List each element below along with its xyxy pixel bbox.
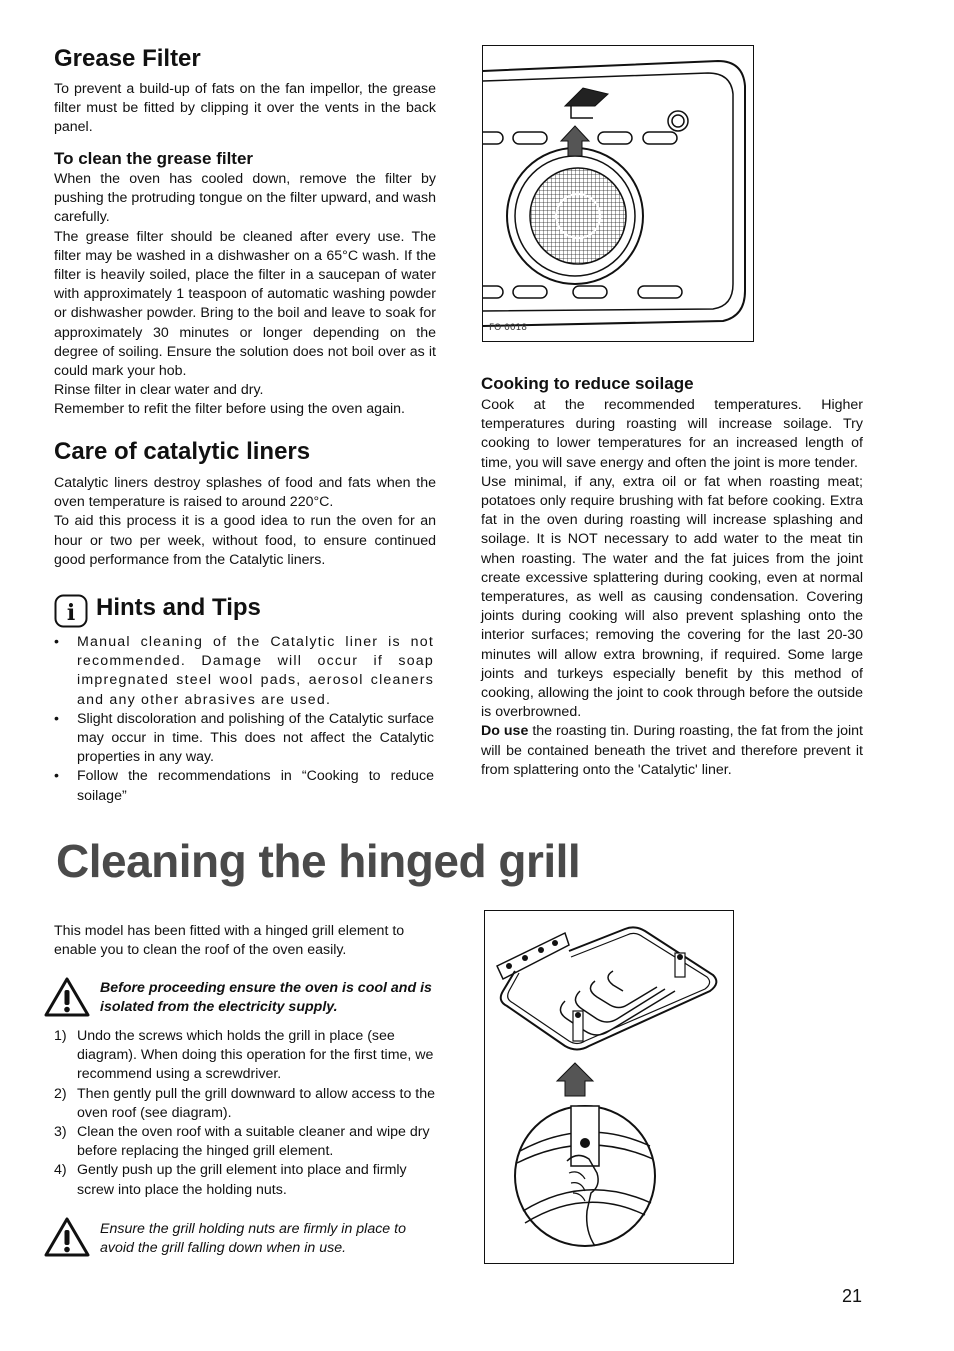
step-number: 3) xyxy=(54,1124,67,1141)
grease-filter-p3: Rinse filter in clear water and dry. xyxy=(54,382,264,399)
grill-steps xyxy=(54,1027,436,1200)
grill-page-title: Cleaning the hinged grill xyxy=(56,835,581,887)
do-use-label: Do use xyxy=(481,723,529,740)
grease-filter-p2: The grease filter should be cleaned after every use. The filter may be washed in a dishwasher on a 65°C wash. If the filter is heavily soiled, place the filter in a saucepan of water with approximately 1 teaspoon of automatic washing powder or dishwasher powder. Bring to the boil and leave to soak for approximately 30 minutes or longer depending on the degree of soiling. Ensure the solution does not boil over as it could mark your hob. xyxy=(54,228,436,380)
grill-step xyxy=(54,1027,436,1085)
soilage-text xyxy=(481,396,863,780)
info-icon-letter: i xyxy=(66,600,76,626)
do-use-text: the roasting tin. During roasting, the fat from the joint will be contained beneath the trivet and therefore prevent it from splattering onto the 'Catalytic' liner. xyxy=(481,723,863,778)
soilage-heading: Cooking to reduce soilage xyxy=(481,374,694,393)
step-number: 2) xyxy=(54,1085,67,1102)
step-number: 4) xyxy=(54,1162,67,1179)
grease-filter-diagram xyxy=(482,45,754,342)
catalytic-p2: To aid this process it is a good idea to run the oven for an hour or two per week, without food, to ensure continued good performance from the Catalytic liners. xyxy=(54,513,436,568)
grill-intro: This model has been fitted with a hinged grill element to enable you to clean the roof of the oven easily. xyxy=(54,923,405,959)
clean-grease-filter-heading: To clean the grease filter xyxy=(54,149,254,168)
hints-list xyxy=(54,633,434,806)
grill-step xyxy=(54,1161,436,1199)
step-text: Then gently pull the grill downward to allow access to the oven roof (see diagram). xyxy=(77,1085,436,1121)
diagram-label: FO 0018 xyxy=(489,323,528,333)
hint-item: • Follow the recommendations in “Cooking to reduce soilage” xyxy=(54,767,434,805)
page-number: 21 xyxy=(841,1286,862,1306)
catalytic-text xyxy=(54,474,436,570)
hint-item: • Manual cleaning of the Catalytic liner is not recommended. Damage will occur if soap impregnated steel wool pads, aerosol cleaners and any other abrasives are used. xyxy=(54,633,434,710)
step-text: Undo the screws which holds the grill in place (see diagram). When doing this operation for the first time, we recommend using a screwdriver. xyxy=(77,1028,434,1083)
grill-step xyxy=(54,1085,436,1123)
warning-icon xyxy=(44,1216,90,1258)
hint-item: • Slight discoloration and polishing of the Catalytic surface may occur in time. This does not affect the Catalytic properties in any way. xyxy=(54,710,434,768)
step-text: Clean the oven roof with a suitable cleaner and wipe dry before replacing the hinged grill element. xyxy=(77,1124,430,1160)
catalytic-p1: Catalytic liners destroy splashes of food and fats when the oven temperature is raised to around 220°C. xyxy=(54,475,436,511)
hinged-grill-diagram xyxy=(484,910,734,1264)
step-number: 1) xyxy=(54,1028,67,1044)
warning-icon xyxy=(44,976,90,1018)
grill-step xyxy=(54,1123,436,1161)
info-icon xyxy=(54,594,88,628)
step-text: Gently push up the grill element into place and firmly screw into place the holding nuts. xyxy=(77,1162,407,1198)
soilage-p3 xyxy=(481,722,863,780)
soilage-p1: Cook at the recommended temperatures. Higher temperatures during roasting will increase soilage. Try cooking to lower temperatures for an increased length of time, you will save energy and often the joint is more tender. xyxy=(481,397,863,471)
warning-isolate-text: Before proceeding ensure the oven is cool and is isolated from the electricity supply. xyxy=(100,980,432,1016)
grease-filter-heading: Grease Filter xyxy=(54,45,201,72)
grease-filter-instructions xyxy=(54,170,436,420)
catalytic-heading: Care of catalytic liners xyxy=(54,438,311,465)
grease-filter-intro: To prevent a build-up of fats on the fan impellor, the grease filter must be fitted by clipping it over the vents in the back panel. xyxy=(54,81,436,136)
grease-filter-p1: When the oven has cooled down, remove the filter by pushing the protruding tongue on the filter upward, and wash carefully. xyxy=(54,171,436,226)
hints-heading: Hints and Tips xyxy=(96,594,261,621)
warning-nuts-text: Ensure the grill holding nuts are firmly in place to avoid the grill falling down when in use. xyxy=(100,1221,406,1257)
grease-filter-p4: Remember to refit the filter before using the oven again. xyxy=(54,401,405,418)
soilage-p2: Use minimal, if any, extra oil or fat when roasting meat; potatoes only require brushing with fat before cooking. Extra fat in the oven during roasting will increase splashing and soilage. It is NOT necessary to add water to the meat tin when roasting. The water and the fat juices from the joint create excessive splattering during cooking, even at normal temperatures, as well as causing condensation. Covering joints during cooking will also prevent splashing onto the interior surfaces; removing the covering for the last 20-30 minutes will allow extra browning, if required. Some large joints and turkeys especially benefit by this method of cooking, allowing the joint to cook through before the outside is overbrowned. xyxy=(481,473,863,721)
